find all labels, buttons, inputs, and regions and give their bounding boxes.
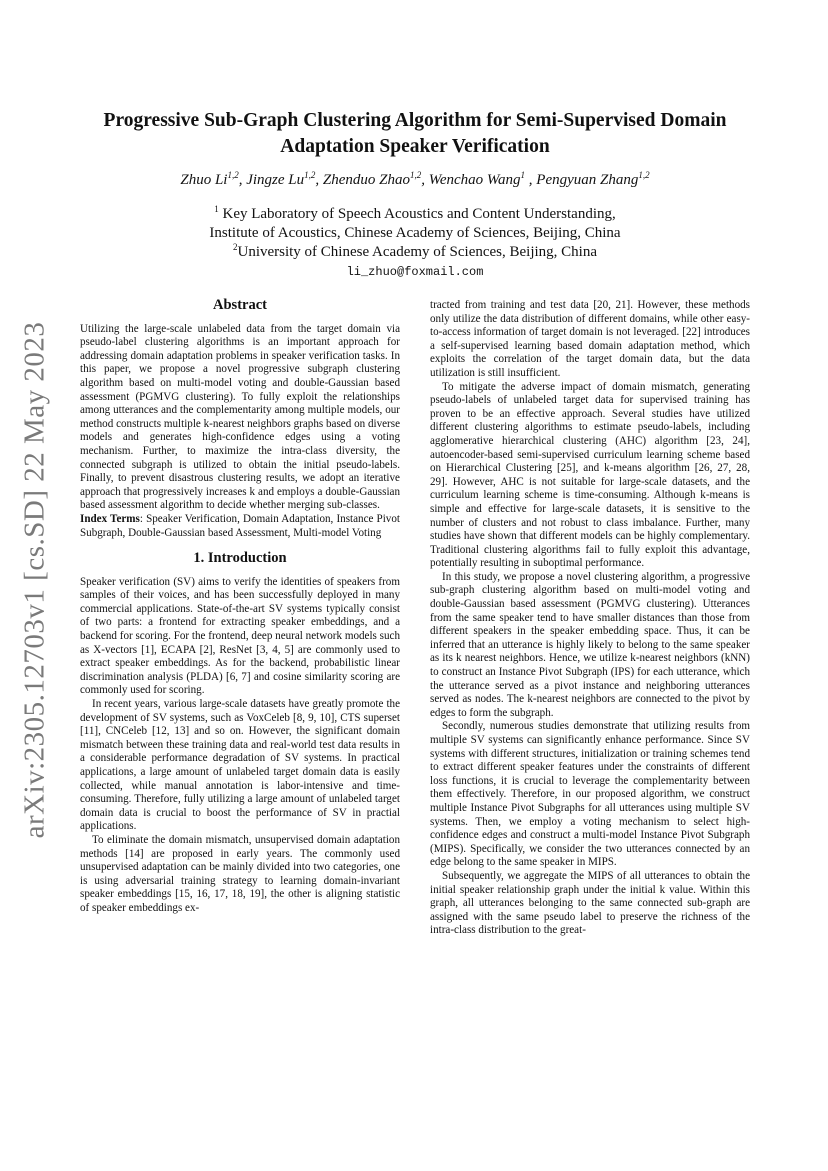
left-column [80, 299, 400, 916]
body-paragraph: Speaker verification (SV) aims to verify the identities of speakers from samples of their voices, and has been successfully deployed in many commercial applications. State-of-the-art SV systems typically consist of two parts: a frontend for extracting speaker embeddings, and a backend for scoring. For the frontend, deep neural network models such as X-vectors [1], ECAPA [2], ResNet [3, 4, 5] are commonly used to extract speaker embeddings. As for the backend, probabilistic linear discrimination analysis (PLDA) [6, 7] and cosine similarity scoring are commonly used for scoring. [80, 575, 400, 697]
arxiv-side-identifier [10, 300, 60, 860]
author-email: li_zhuo@foxmail.com [346, 265, 484, 279]
body-paragraph: Secondly, numerous studies demonstrate that utilizing results from multiple SV systems can significantly enhance performance. Since SV systems with different structures, initialization or training schemes tend to extract different speaker features under the constraints of different loss functions, it is crucial to leverage the complementarity between them effectively. Therefore, in our proposed algorithm, we construct multiple Instance Pivot Subgraphs for all utterances using multiple SV systems. Then, we employ a voting mechanism to select high-confidence edges and construct a multi-model Instance Pivot Subgraph (MIPS). Specifically, we consider the two utterances connected by an edge belong to the same speaker in MIPS. [430, 720, 750, 869]
author-list [80, 172, 750, 189]
abstract-heading: Abstract [213, 297, 267, 313]
body-paragraph: To mitigate the adverse impact of domain mismatch, generating pseudo-labels of unlabeled target data for supervised training has proven to be an effective approach. Several studies have utilized different clustering algorithms to estimate pseudo-labels, including agglomerative hierarchical clustering (AHC) algorithm [23, 24], autoencoder-based semi-supervised curriculum learning scheme based on Hierarchical Clustering [25], and k-means algorithm [26, 27, 28, 29]. However, AHC is not suitable for large-scale datasets, and the curriculum learning scheme is time-consuming. Although k-means is simple and effective for large-scale datasets, it is sensitive to the number of clusters and not robust to class imbalance. Further, many studies have shown that different models can be highly complementary. Traditional clustering algorithms fail to fully exploit this advantage, potentially resulting in suboptimal performance. [430, 380, 750, 570]
author: Zhuo Li$^{1,2}$, [180, 170, 247, 188]
body-paragraph: In recent years, various large-scale datasets have greatly promote the development of SV systems, such as VoxCeleb [8, 9, 10], CTS superset [11], CNCeleb [12, 13] and so on. However, the significant domain mismatch between these training data and real-world test data results in a considerable performance degradation of SV systems. In practical applications, a large amount of unlabeled target domain data is easily collected, while manual annotation is labor-intensive and time-consuming. Therefore, fully utilizing a large amount of unlabeled target domain data is crucial to boost the performance of SV in practial applications. [80, 698, 400, 833]
index-terms-list: : Speaker Verification, Domain Adaptation, Instance Pivot Subgraph, Double-Gaussian based Assessment, Multi-model Voting [80, 512, 400, 539]
affiliation-line: $^1$ Key Laboratory of Speech Acoustics and Content Understanding, [214, 204, 616, 222]
affiliation-line: $^2$University of Chinese Academy of Sciences, Beijing, China [232, 242, 597, 260]
index-terms [80, 513, 400, 540]
author: Zhenduo Zhao$^{1,2}$, [322, 170, 429, 188]
author: Wenchao Wang$^1$ , [428, 170, 537, 188]
section-heading-introduction: 1. Introduction [193, 550, 287, 567]
body-paragraph: Subsequently, we aggregate the MIPS of all utterances to obtain the initial speaker relationship graph under the initial k value. Within this graph, all utterances belonging to the same connected sub-graph are assigned with the same pseudo label to preserve the richness of the intra-class distribution to the great- [430, 869, 750, 937]
abstract-text: Utilizing the large-scale unlabeled data from the target domain via pseudo-label clustering algorithms is an important approach for addressing domain adaptation problems in speaker verification tasks. In this paper, we propose a novel progressive subgraph clustering algorithm based on multi-model voting and double-Gaussian based assessment (PGMVG clustering). To fully exploit the relationships among utterances and the complementarity among multiple models, our method constructs multiple k-nearest neighbors graphs based on diverse models and generates high-confidence edges using a voting mechanism. Further, to maximize the intra-class diversity, the connected subgraph is utilized to obtain the initial pseudo-labels. Finally, to prevent disastrous clustering results, we adopt an iterative approach that progressively increases k and employs a double-Gaussian based assessment algorithm to decide whether merging sub-classes. [80, 322, 400, 512]
affiliations [80, 205, 750, 262]
author: Pengyuan Zhang$^{1,2}$ [536, 170, 650, 188]
body-paragraph: tracted from training and test data [20, 21]. However, these methods only utilize the data distribution of different domains, while other easy-to-access information of target domain is not leveraged. [22] introduces a self-supervised learning based domain adaptation method, which exploits the correlation of the target domain data, but the data utilization is still insufficient. [430, 299, 750, 379]
affiliation-line: Institute of Acoustics, Chinese Academy of Sciences, Beijing, China [209, 225, 621, 241]
author: Jingze Lu$^{1,2}$, [246, 170, 323, 188]
arxiv-identifier-text: arXiv:2305.12703v1 [cs.SD] 22 May 2023 [18, 321, 51, 839]
body-paragraph: In this study, we propose a novel clustering algorithm, a progressive sub-graph clustering algorithm based on multi-model voting and double-Gaussian based assessment (PGMVG clustering). Utterances from the same speaker tend to have smaller distances than those from different speakers in the speaker embedding space. Thus, it can be inferred that an utterance is highly likely to belong to the same speaker as its k nearest neighbors. Hence, we utilize k-nearest neighbors (kNN) to construct an Instance Pivot Subgraph (IPS) for each utterance, which the utterance served as a pivot instance and neighboring utterances served as nodes. The k-nearest neighbors are connected to the pivot by edges to form the subgraph. [430, 570, 750, 719]
index-terms-label: Index Terms [80, 512, 140, 525]
body-paragraph: To eliminate the domain mismatch, unsupervised domain adaptation methods [14] are proposed in early years. The commonly used unsupervised adaptation can be mainly divided into two categories, one is using adversarial training strategy to learning domain-invariant speaker embeddings [15, 16, 17, 18, 19], the other is aligning statistic of speaker embeddings ex- [80, 833, 400, 914]
paper-title: Progressive Sub-Graph Clustering Algorithm for Semi-Supervised Domain Adaptation Speaker Verification [103, 110, 727, 157]
right-column [430, 299, 750, 938]
